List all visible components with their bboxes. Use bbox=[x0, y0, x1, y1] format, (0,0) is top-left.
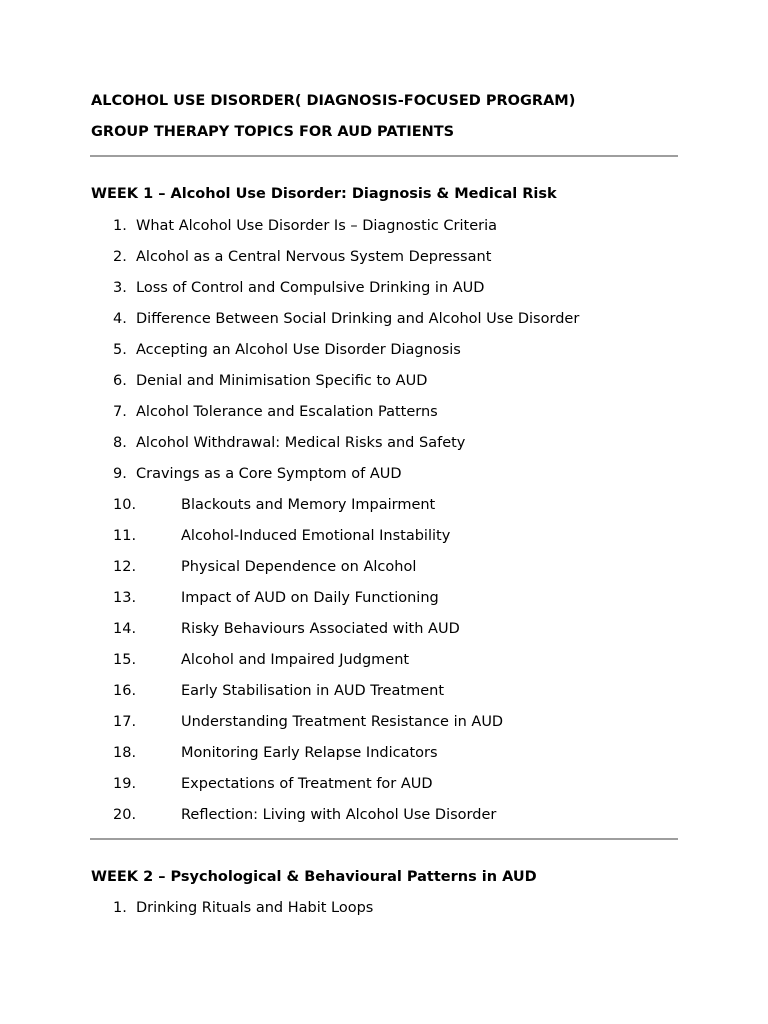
item-number: 18. bbox=[113, 745, 137, 761]
list-item bbox=[0, 342, 768, 373]
item-text: Alcohol as a Central Nervous System Depressant bbox=[136, 249, 492, 265]
item-number: 19. bbox=[113, 776, 137, 792]
item-text: Difference Between Social Drinking and Alcohol Use Disorder bbox=[136, 311, 580, 327]
document-subtitle: GROUP THERAPY TOPICS FOR AUD PATIENTS bbox=[91, 124, 455, 140]
item-number: 12. bbox=[113, 559, 137, 575]
item-number: 3. bbox=[113, 280, 127, 296]
item-number: 20. bbox=[113, 807, 137, 823]
item-text: Alcohol Withdrawal: Medical Risks and Safety bbox=[136, 435, 466, 451]
list-item bbox=[0, 528, 768, 559]
list-item bbox=[0, 714, 768, 745]
item-text: Reflection: Living with Alcohol Use Disorder bbox=[181, 807, 497, 823]
section-divider bbox=[90, 838, 678, 840]
list-item bbox=[0, 807, 768, 838]
list-item bbox=[0, 311, 768, 342]
item-text: Understanding Treatment Resistance in AUD bbox=[181, 714, 504, 730]
list-item bbox=[0, 218, 768, 249]
list-item bbox=[0, 249, 768, 280]
item-text: Early Stabilisation in AUD Treatment bbox=[181, 683, 445, 699]
item-number: 2. bbox=[113, 249, 127, 265]
item-text: Drinking Rituals and Habit Loops bbox=[136, 900, 374, 916]
list-item bbox=[0, 280, 768, 311]
list-item bbox=[0, 559, 768, 590]
list-item bbox=[0, 497, 768, 528]
document-title: ALCOHOL USE DISORDER( DIAGNOSIS-FOCUSED PROGRAM) bbox=[91, 93, 576, 109]
list-item bbox=[0, 652, 768, 683]
list-item bbox=[0, 683, 768, 714]
item-text: What Alcohol Use Disorder Is – Diagnostic Criteria bbox=[136, 218, 498, 234]
item-number: 16. bbox=[113, 683, 137, 699]
item-text: Loss of Control and Compulsive Drinking in AUD bbox=[136, 280, 485, 296]
item-number: 13. bbox=[113, 590, 137, 606]
item-text: Blackouts and Memory Impairment bbox=[181, 497, 436, 513]
item-text: Risky Behaviours Associated with AUD bbox=[181, 621, 460, 637]
item-number: 5. bbox=[113, 342, 127, 358]
item-number: 4. bbox=[113, 311, 127, 327]
item-number: 1. bbox=[113, 218, 127, 234]
item-text: Impact of AUD on Daily Functioning bbox=[181, 590, 439, 606]
item-text: Expectations of Treatment for AUD bbox=[181, 776, 433, 792]
list-item bbox=[0, 404, 768, 435]
item-number: 1. bbox=[113, 900, 127, 916]
item-number: 17. bbox=[113, 714, 137, 730]
list-item bbox=[0, 745, 768, 776]
item-number: 10. bbox=[113, 497, 137, 513]
item-text: Monitoring Early Relapse Indicators bbox=[181, 745, 438, 761]
item-text: Cravings as a Core Symptom of AUD bbox=[136, 466, 402, 482]
item-text: Accepting an Alcohol Use Disorder Diagnosis bbox=[136, 342, 461, 358]
week-2-title: WEEK 2 – Psychological & Behavioural Patterns in AUD bbox=[91, 869, 537, 885]
list-item bbox=[0, 435, 768, 466]
week-1-topic-list bbox=[0, 218, 768, 838]
item-text: Alcohol Tolerance and Escalation Patterns bbox=[136, 404, 438, 420]
item-text: Denial and Minimisation Specific to AUD bbox=[136, 373, 428, 389]
list-item bbox=[0, 900, 768, 931]
item-number: 6. bbox=[113, 373, 127, 389]
item-text: Alcohol and Impaired Judgment bbox=[181, 652, 410, 668]
list-item bbox=[0, 590, 768, 621]
item-number: 11. bbox=[113, 528, 137, 544]
week-1-title: WEEK 1 – Alcohol Use Disorder: Diagnosis & Medical Risk bbox=[91, 186, 557, 202]
item-number: 15. bbox=[113, 652, 137, 668]
item-number: 14. bbox=[113, 621, 137, 637]
item-number: 7. bbox=[113, 404, 127, 420]
list-item bbox=[0, 466, 768, 497]
item-number: 8. bbox=[113, 435, 127, 451]
list-item bbox=[0, 373, 768, 404]
list-item bbox=[0, 621, 768, 652]
item-number: 9. bbox=[113, 466, 127, 482]
item-text: Alcohol-Induced Emotional Instability bbox=[181, 528, 451, 544]
item-text: Physical Dependence on Alcohol bbox=[181, 559, 417, 575]
section-divider bbox=[90, 155, 678, 157]
week-2-topic-list bbox=[0, 900, 768, 931]
list-item bbox=[0, 776, 768, 807]
